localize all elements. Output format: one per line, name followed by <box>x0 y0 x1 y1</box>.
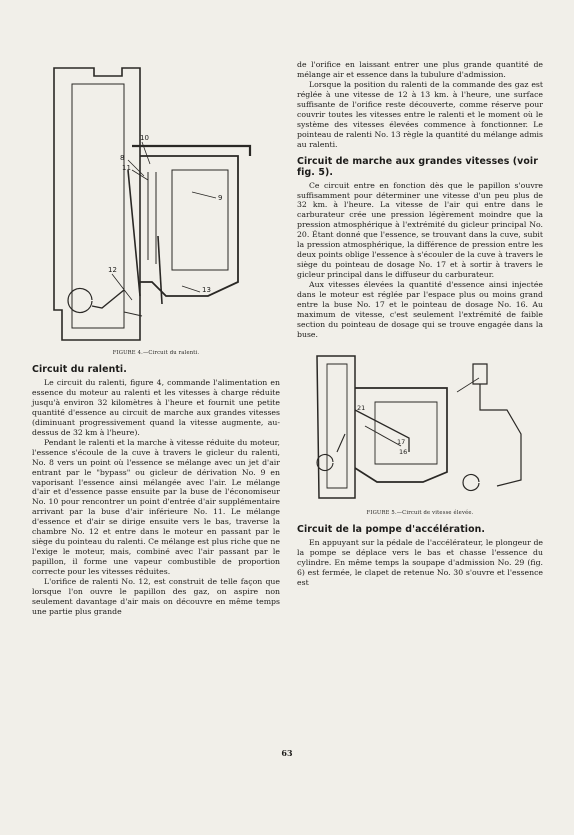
section-heading-grandes-vitesses: Circuit de marche aux grandes vitesses (voir fig. 5). <box>297 155 538 178</box>
figure-4-label-11: 11 <box>122 164 131 172</box>
paragraph: Le circuit du ralenti, figure 4, commande l'alimentation en essence du moteur au ralenti et les vitesses à charge réduite jusqu'à environ 32 kilomètres à l'heure et fournit une petite quantité d'essence au circuit de marche aux grandes vitesses (diminuant progressivement quand la vitesse augmente, au-dessus de 32 km à l'heure). <box>32 378 280 437</box>
section-heading-pompe: Circuit de la pompe d'accélération. <box>297 523 486 535</box>
figure-4-caption: FIGURE 4.—Circuit du ralenti. <box>112 350 200 356</box>
figure-5-caption: FIGURE 5.—Circuit de vitesse élevée. <box>366 509 474 516</box>
page-number: 63 <box>281 748 293 758</box>
section-heading-ralenti: Circuit du ralenti. <box>32 364 127 375</box>
figure-5-label-17: 17 <box>397 437 406 446</box>
figure-5-label-16: 16 <box>399 447 408 456</box>
figure-5-high-speed-circuit-diagram <box>297 348 543 508</box>
paragraph: L'orifice de ralenti No. 12, est construit de telle façon que lorsque l'on ouvre le papillon des gaz, on aspire non seulement davantage d'air mais on découvre en même temps une partie plus grande <box>32 577 280 616</box>
paragraph: En appuyant sur la pédale de l'accélérateur, le plongeur de la pompe se déplace vers le bas et chasse l'essence du cylindre. En même temps la soupape d'admission No. 29 (fig. 6) est fermée, le clapet de retenue No. 30 s'ouvre et l'essence est <box>297 537 543 587</box>
paragraph: Ce circuit entre en fonction dès que le papillon s'ouvre suffisamment pour déterminer une vitesse d'un peu plus de 32 km. à l'heure. La vitesse de l'air qui entre dans le carburateur crée une pression légèrement moindre que la pression atmosphérique à l'extrémité du gicleur principal No. 20. Étant donné que l'essence, se trouvant dans la cuve, subit la pression atmosphérique, la différence de pression entre les deux points oblige l'essence à s'écouler de la cuve à travers le siège du pointeau de dosage No. 17 et à sortir à travers le gicleur principal dans le diffuseur du carburateur. <box>297 180 543 280</box>
left-column <box>32 60 280 617</box>
paragraph: Aux vitesses élevées la quantité d'essence ainsi injectée dans le moteur est réglée par l'espace plus ou moins grand entre la buse No. 17 et le pointeau de dosage No. 16. Au maximum de vitesse, c'est seulement l'extrémité de faible section du pointeau de dosage qui se trouve engagée dans la buse. <box>297 280 543 339</box>
paragraph: Pendant le ralenti et la marche à vitesse réduite du moteur, l'essence s'écoule de la cuve à travers le gicleur du ralenti, No. 8 vers un point où l'essence se mélange avec un jet d'air entrant par le "bypass" ou gicleur de dérivation No. 9 en vaporisant l'essence ainsi mélangée avec l'air. Le mélange d'air et d'essence passe ensuite par la buse de l'économiseur No. 10 pour rencontrer un point d'entrée d'air supplémentaire arrivant par la buse d'air inférieure No. 11. Le mélange d'essence et d'air se dirige ensuite vers le bas, traverse la chambre No. 12 et entre dans le moteur en passant par le siège du pointeau du ralenti. Ce mélange est plus riche que ne l'exige le moteur, mais, combiné avec l'air passant par le papillon, il forme une vapeur combustible de proportion correcte pour les vitesses réduites. <box>32 437 280 577</box>
figure-4-label-9: 9 <box>218 194 223 202</box>
right-column <box>297 60 543 588</box>
figure-4-label-12: 12 <box>108 266 117 274</box>
figure-4-label-10: 10 <box>140 134 149 142</box>
figure-5-label-21: 21 <box>357 403 366 412</box>
figure-4-idle-circuit-diagram <box>32 60 280 348</box>
figure-4-label-13: 13 <box>202 286 211 294</box>
paragraph: de l'orifice en laissant entrer une plus grande quantité de mélange air et essence dans la tubulure d'admission. <box>297 60 543 79</box>
paragraph: Lorsque la position du ralenti de la commande des gaz est réglée à une vitesse de 12 à 13 km. à l'heure, une surface suffisante de l'orifice reste découverte, comme réserve pour couvrir toutes les vitesses entre le ralenti et le moment où le système des vitesses élevées commence à fonctionner. Le pointeau de ralenti No. 13 règle la quantité du mélange admis au ralenti. <box>297 79 543 149</box>
figure-4-label-8: 8 <box>120 154 125 162</box>
